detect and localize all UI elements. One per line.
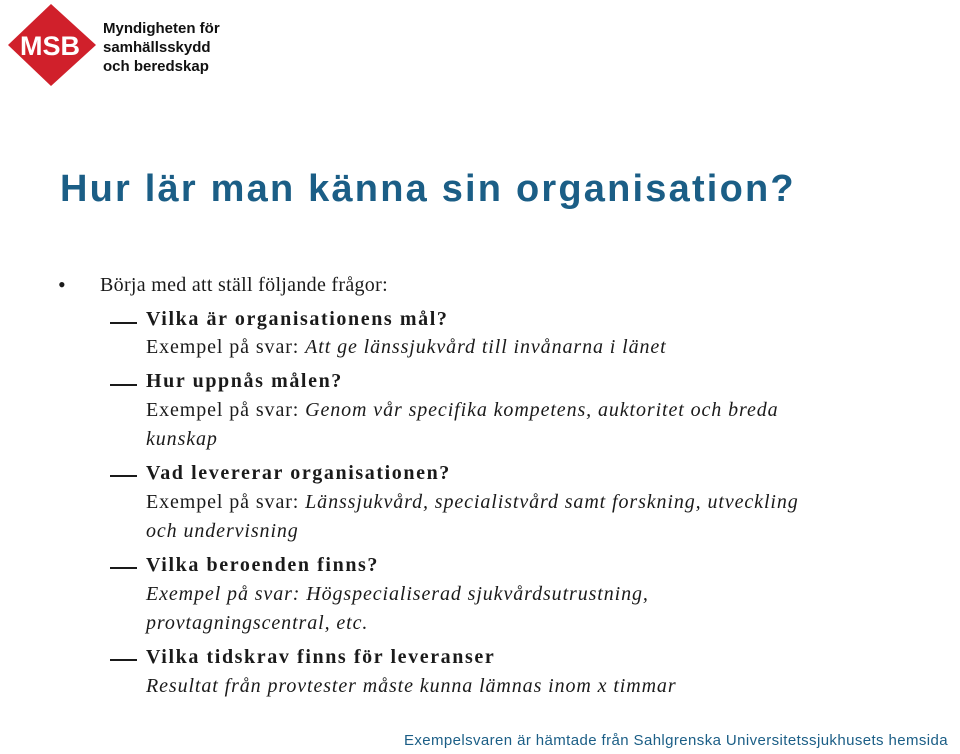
answer-text: Att ge länssjukvård till invånarna i länet [305,336,667,358]
question-goals: Vilka är organisationens mål? [146,308,449,330]
dash-icon [110,567,137,569]
answer-line: Exempel på svar: Högspecialiserad sjukvårdsutrustning, [146,583,649,605]
logo-line-2: samhällsskydd [103,39,211,56]
answer-line [146,333,667,362]
answer-how [146,396,779,454]
logo-mark-text: MSB [20,31,80,61]
answer-line: och undervisning [146,520,299,542]
answer-text: Länssjukvård, specialistvård samt forskning, utveckling [305,491,799,513]
answer-prefix: Exempel på svar: [146,491,306,513]
answer-line: Resultat från provtester måste kunna lämnas inom x timmar [146,675,677,697]
question-deliver: Vad levererar organisationen? [146,462,451,484]
answer-goals [146,333,667,362]
answer-prefix: Exempel på svar: [146,399,306,421]
dash-icon [110,475,137,477]
dash-icon [110,659,137,661]
answer-line [146,488,799,517]
answer-dependencies [146,580,649,638]
logo-wordmark [103,19,220,76]
question-timing: Vilka tidskrav finns för leveranser [146,646,496,668]
question-how: Hur uppnås målen? [146,370,343,392]
dash-icon [110,322,137,324]
logo-line-1: Myndigheten för [103,20,220,37]
source-footer: Exempelsvaren är hämtade från Sahlgrenska Universitetssjukhusets hemsida [403,732,948,749]
dash-icon [110,384,137,386]
answer-line: kunskap [146,428,218,450]
answer-line: provtagningscentral, etc. [146,612,369,634]
answer-prefix: Exempel på svar: [146,336,306,358]
page-title: Hur lär man känna sin organisation? [60,168,796,210]
answer-text: Genom vår specifika kompetens, auktoritet och breda [305,399,779,421]
answer-line [146,396,779,425]
answer-deliver [146,488,799,546]
question-dependencies: Vilka beroenden finns? [146,554,380,576]
logo-line-3: och beredskap [103,58,209,75]
msb-logo-mark-icon [6,2,102,88]
intro-text: Börja med att ställ följande frågor: [100,274,388,296]
msb-logo [6,2,220,88]
bullet-icon: • [58,272,66,297]
answer-timing [146,672,677,701]
